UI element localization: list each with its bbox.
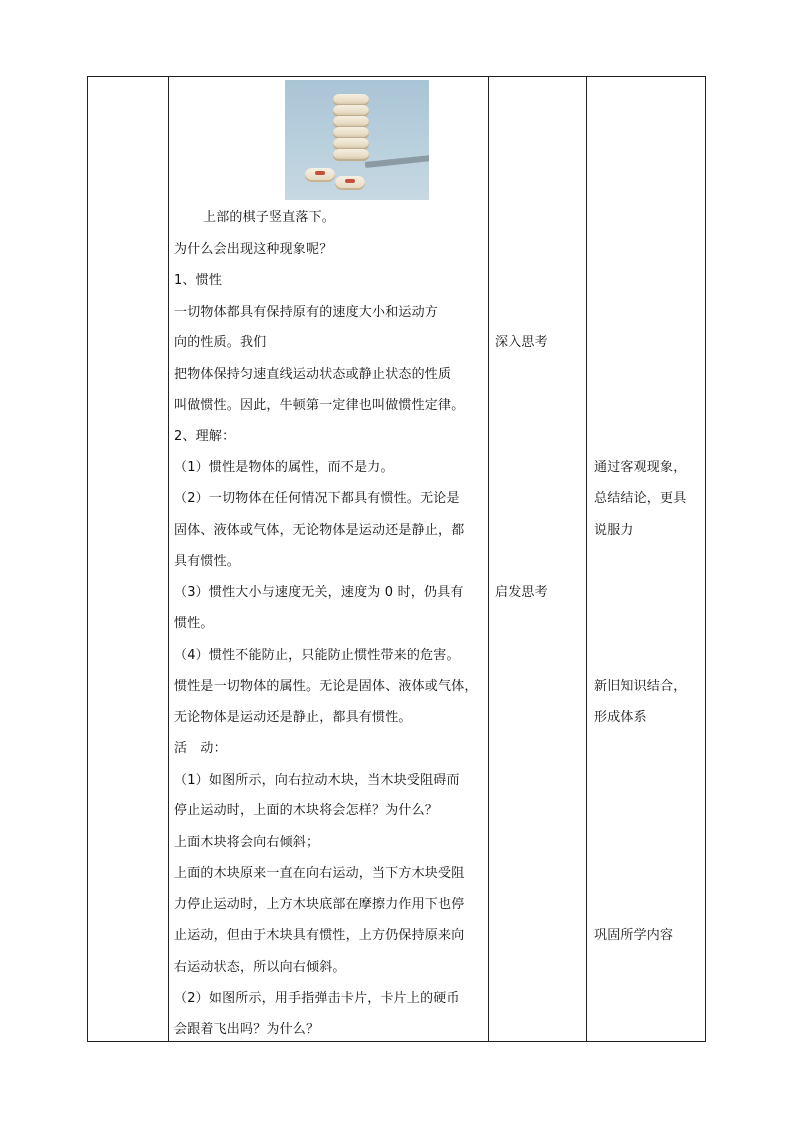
content-line: 具有惯性。 <box>174 554 241 569</box>
chess-pieces-photo <box>285 80 429 200</box>
content-line: 惯性是一切物体的属性。无论是固体、液体或气体， <box>174 679 478 694</box>
content-line: 固体、液体或气体，无论物体是运动还是静止，都 <box>174 523 465 538</box>
content-line: 无论物体是运动还是静止，都具有惯性。 <box>174 710 412 725</box>
content-line: （3）惯性大小与速度无关，速度为 0 时，仍具有 <box>174 585 464 600</box>
content-line: 力停止运动时，上方木块底部在摩擦力作用下也停 <box>174 897 465 912</box>
content-line: （2）一切物体在任何情况下都具有惯性。无论是 <box>174 491 460 506</box>
design-intent: 巩固所学内容 <box>594 928 674 943</box>
content-line: 会跟着飞出吗？为什么？ <box>174 1022 320 1037</box>
content-line: 1、惯性 <box>174 273 223 288</box>
content-line: 上面木块将会向右倾斜； <box>174 835 320 850</box>
content-line: 停止运动时，上面的木块将会怎样？为什么？ <box>174 803 439 818</box>
student-activity: 启发思考 <box>495 585 548 600</box>
content-line: 为什么会出现这种现象呢？ <box>174 242 333 257</box>
content-line: （4）惯性不能防止，只能防止惯性带来的危害。 <box>174 648 460 663</box>
content-line: 止运动，但由于木块具有惯性，上方仍保持原来向 <box>174 928 465 943</box>
content-line: 上面的木块原来一直在向右运动，当下方木块受阻 <box>174 866 465 881</box>
design-intent: 通过客观现象， <box>594 460 687 475</box>
design-intent: 形成体系 <box>594 710 647 725</box>
design-intent: 总结结论，更具 <box>594 491 687 506</box>
column-divider <box>488 77 489 1041</box>
content-line: 一切物体都具有保持原有的速度大小和运动方 <box>174 305 439 320</box>
image-caption: 上部的棋子竖直落下。 <box>203 210 336 225</box>
student-activity: 深入思考 <box>495 335 548 350</box>
content-line: （1）如图所示，向右拉动木块，当木块受阻碍而 <box>174 773 460 788</box>
content-line: 向的性质。我们 <box>174 335 267 350</box>
content-line: 2、理解： <box>174 429 236 444</box>
content-line: 把物体保持匀速直线运动状态或静止状态的性质 <box>174 367 452 382</box>
column-divider <box>168 77 169 1041</box>
content-line: 惯性。 <box>174 616 214 631</box>
lesson-table <box>87 76 706 1042</box>
content-line: 活 动： <box>174 741 227 756</box>
content-line: 叫做惯性。因此，牛顿第一定律也叫做惯性定律。 <box>174 398 465 413</box>
content-line: 右运动状态，所以向右倾斜。 <box>174 960 346 975</box>
content-line: （1）惯性是物体的属性，而不是力。 <box>174 460 394 475</box>
column-divider <box>586 77 587 1041</box>
content-line: （2）如图所示，用手指弹击卡片，卡片上的硬币 <box>174 991 460 1006</box>
stage-column <box>88 77 168 1041</box>
design-intent: 新旧知识结合， <box>594 679 687 694</box>
design-intent: 说服力 <box>594 523 634 538</box>
